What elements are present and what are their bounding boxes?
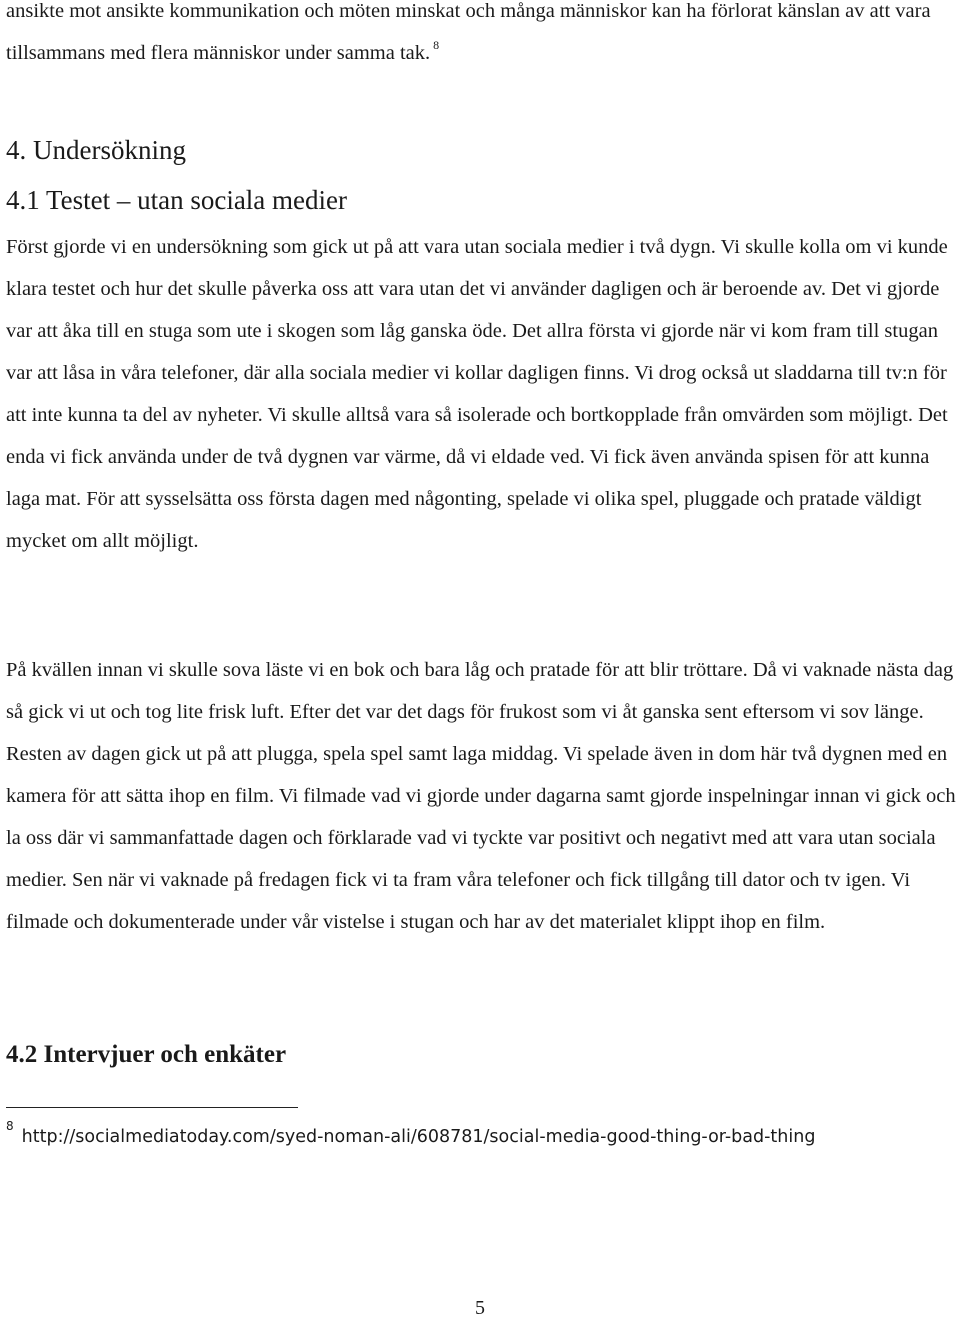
subsection-heading: 4.1 Testet – utan sociala medier [6, 185, 348, 215]
footnote-separator [6, 1107, 298, 1108]
paragraph-1: Först gjorde vi en undersökning som gick ut på att vara utan sociala medier i två dygn. Vi skulle kolla om vi kunde klara testet och hur det skulle påverka oss att vara utan det vi använder dagligen och är beroende av. Det vi gjorde var att åka till en stuga som ute i skogen som låg ganska öde. Det allra första vi gjorde när vi kom fram till stugan var att låsa in våra telefoner, där alla sociala medier vi kollar dagligen finns. Vi drog också ut sladdarna till tv:n för att inte kunna ta del av nyheter. Vi skulle alltså vara så isolerade och bortkopplade från omvärden som möjligt. Det enda vi fick använda under de två dygnen var värme, då vi eldade ved. Vi fick även använda spisen för att kunna laga mat. För att sysselsätta oss första dagen med någonting, spelade vi olika spel, pluggade och pratade väldigt mycket om allt möjligt. [6, 236, 948, 552]
footnote-url: http://socialmediatoday.com/syed-noman-ali/608781/social-media-good-thing-or-bad-thing [21, 1127, 816, 1147]
top-paragraph-text: ansikte mot ansikte kommunikation och möten minskat och många människor kan ha förlorat känslan av att vara tillsammans med flera människor under samma tak. [6, 0, 931, 64]
footnote-reference: 8 [433, 38, 440, 52]
page-number: 5 [475, 1297, 485, 1319]
top-paragraph [6, 0, 960, 76]
subsection-heading-2: 4.2 Intervjuer och enkäter [6, 1041, 287, 1068]
footnote-number: 8 [6, 1119, 14, 1133]
section-heading: 4. Undersökning [6, 135, 186, 165]
footnote [6, 1119, 816, 1151]
paragraph-2: På kvällen innan vi skulle sova läste vi en bok och bara låg och pratade för att blir tröttare. Då vi vaknade nästa dag så gick vi ut och tog lite frisk luft. Efter det var det dags för frukost som vi åt ganska sent eftersom vi sov länge. Resten av dagen gick ut på att plugga, spela spel samt laga middag. Vi spelade även in dom här två dygnen med en kamera för att sätta ihop en film. Vi filmade vad vi gjorde under dagarna samt gjorde inspelningar innan vi gick och la oss där vi sammanfattade dagen och förklarade vad vi tyckte var positivt och negativt med att vara utan sociala medier. Sen när vi vaknade på fredagen fick vi ta fram våra telefoner och fick tillgång till dator och tv igen. Vi filmade och dokumenterade under vår vistelse i stugan och har av det materialet klippt ihop en film. [6, 659, 956, 933]
